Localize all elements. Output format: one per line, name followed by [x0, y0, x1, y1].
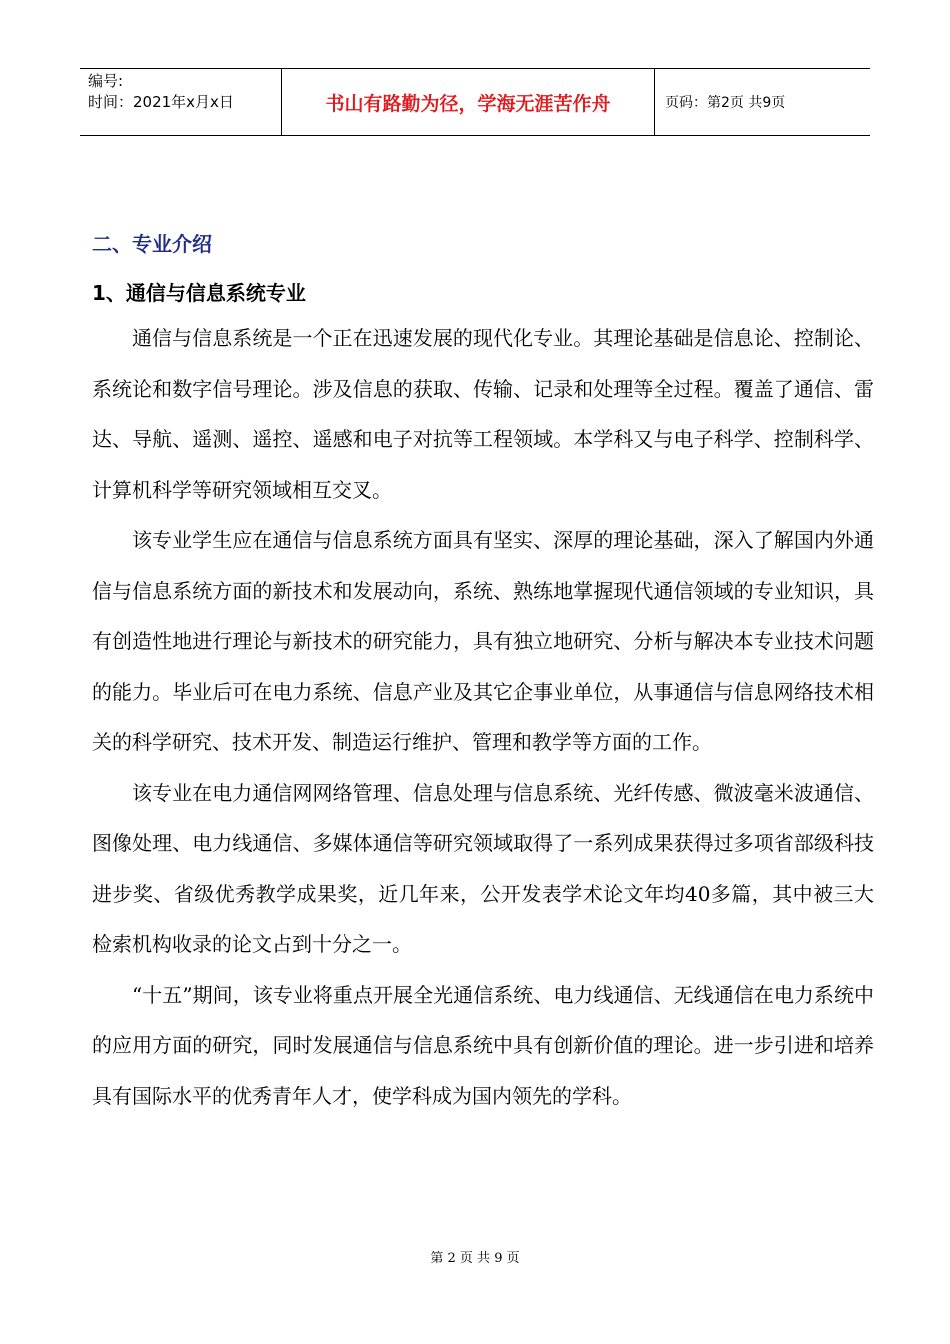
document-number-label: 编号: — [88, 72, 124, 90]
subsection-title: 1、通信与信息系统专业 — [92, 281, 306, 305]
paragraph: “十五”期间，该专业将重点开展全光通信系统、电力线通信、无线通信在电力系统中的应用方面的研究，同时发展通信与信息系统中具有创新价值的理论。进一步引进和培养具有国际水平的优秀青年人才，使学科成为国内领先的学科。 — [92, 982, 874, 1108]
document-body — [92, 226, 874, 1121]
header-motto: 书山有路勤为径，学海无涯苦作舟 — [282, 69, 655, 135]
paragraph: 该专业在电力通信网网络管理、信息处理与信息系统、光纤传感、微波毫米波通信、图像处理、电力线通信、多媒体通信等研究领域取得了一系列成果获得过多项省部级科技进步奖、省级优秀教学成果奖，近几年来，公开发表学术论文年均40多篇，其中被三大检索机构收录的论文占到十分之一。 — [92, 780, 874, 956]
page-header — [80, 68, 870, 136]
paragraph: 该专业学生应在通信与信息系统方面具有坚实、深厚的理论基础，深入了解国内外通信与信息系统方面的新技术和发展动向，系统、熟练地掌握现代通信领域的专业知识，具有创造性地进行理论与新技术的研究能力，具有独立地研究、分析与解决本专业技术问题的能力。毕业后可在电力系统、信息产业及其它企事业单位，从事通信与信息网络技术相关的科学研究、技术开发、制造运行维护、管理和教学等方面的工作。 — [92, 528, 874, 754]
header-page-info: 页码：第2页 共9页 — [665, 95, 786, 111]
header-meta-cell — [80, 69, 282, 135]
page-footer: 第 2 页 共 9 页 — [430, 1251, 520, 1266]
paragraph: 通信与信息系统是一个正在迅速发展的现代化专业。其理论基础是信息论、控制论、系统论和数字信号理论。涉及信息的获取、传输、记录和处理等全过程。覆盖了通信、雷达、导航、遥测、遥控、遥感和电子对抗等工程领域。本学科又与电子科学、控制科学、计算机科学等研究领域相互交叉。 — [92, 326, 874, 502]
section-title: 二、专业介绍 — [92, 232, 212, 256]
document-time-label: 时间：2021年x月x日 — [88, 93, 234, 111]
